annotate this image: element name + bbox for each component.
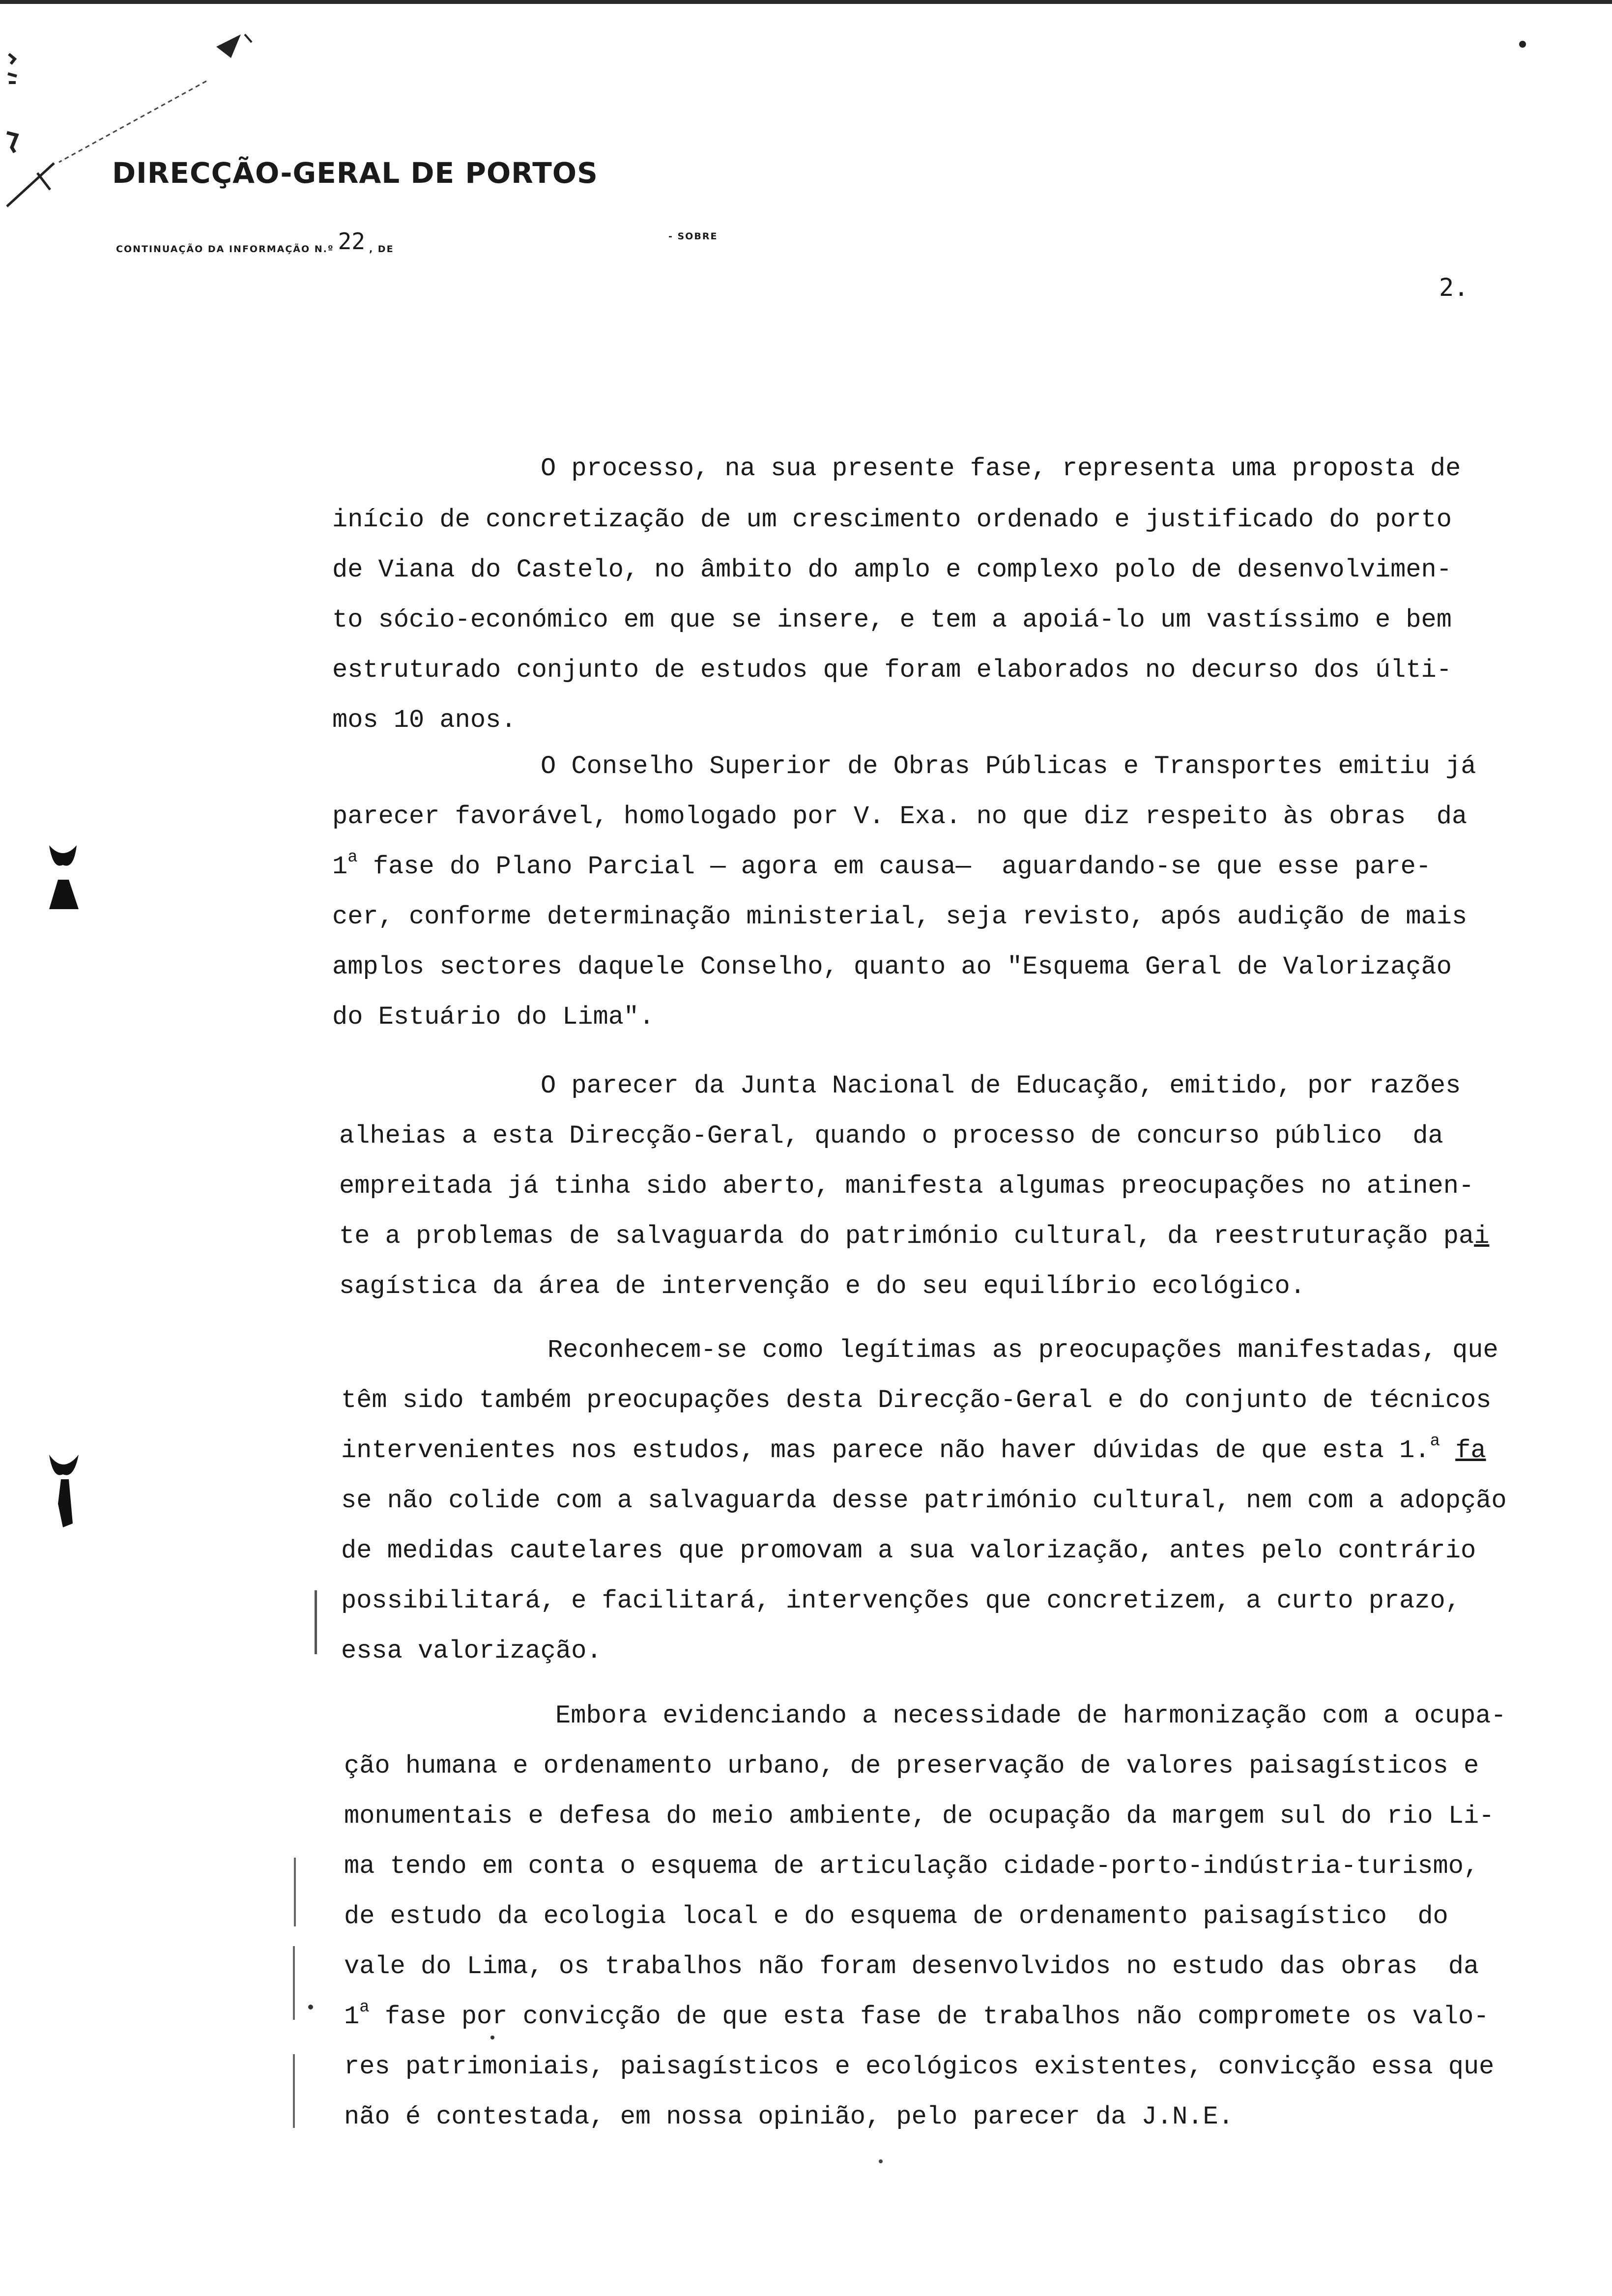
paragraph-5-line-8: res patrimoniais, paisagísticos e ecológicos existentes, convicção essa que	[344, 2052, 1495, 2081]
dashed-guide-line	[59, 81, 206, 162]
paragraph-5-line-9: não é contestada, em nossa opinião, pelo parecer da J.N.E.	[344, 2102, 1234, 2131]
paragraph-2-line-6: do Estuário do Lima".	[332, 1003, 655, 1032]
scan-dot-top-right	[1519, 41, 1526, 48]
ordinal-number: 1	[332, 852, 348, 881]
paragraph-1-line-6: mos 10 anos.	[332, 706, 517, 735]
ordinal-superscript: a	[1430, 1432, 1440, 1451]
paragraph-2-line-4: cer, conforme determinação ministerial, seja revisto, após audição de mais	[332, 902, 1468, 931]
paragraph-4-line-1: Reconhecem-se como legítimas as preocupações manifestadas, que	[547, 1336, 1498, 1365]
pen-tick-mark	[245, 34, 252, 42]
paragraph-1-line-5: estruturado conjunto de estudos que foram elaborados no decurso dos últi-	[332, 656, 1452, 685]
paragraph-2-line-5: amplos sectores daquele Conselho, quanto ao "Esquema Geral de Valorização	[332, 952, 1452, 981]
paragraph-4-line-5: de medidas cautelares que promovam a sua valorização, antes pelo contrário	[341, 1536, 1476, 1565]
binding-hole-mark-upper	[49, 845, 77, 866]
binding-hole-mark-lower-base	[58, 1479, 73, 1527]
paragraph-2-line-3-text: fase do Plano Parcial — agora em causa— aguardando-se que esse pare-	[357, 852, 1431, 881]
paragraph-1-line-1: O processo, na sua presente fase, representa uma proposta de	[541, 454, 1461, 483]
filing-mark-upper	[7, 133, 17, 152]
ordinal-number: 1	[344, 2002, 360, 2031]
paragraph-3-line-2: alheias a esta Direcção-Geral, quando o processo de concurso público da	[339, 1121, 1443, 1150]
paragraph-3-line-5: sagística da área de intervenção e do seu equilíbrio ecológico.	[339, 1272, 1305, 1301]
binding-hole-mark-lower	[49, 1455, 79, 1475]
margin-bar-2	[294, 1858, 296, 1926]
paragraph-2-line-2: parecer favorável, homologado por V. Exa. no que diz respeito às obras da	[332, 802, 1468, 831]
paragraph-2-line-3	[332, 848, 1431, 884]
paragraph-1-line-4: to sócio-económico em que se insere, e tem a apoiá-lo um vastíssimo e bem	[332, 605, 1452, 634]
paragraph-4-line-6: possibilitará, e facilitará, intervenções que concretizem, a curto prazo,	[341, 1586, 1461, 1615]
filing-mark-top	[8, 54, 17, 83]
paragraph-4-line-2: têm sido também preocupações desta Direcção-Geral e do conjunto de técnicos	[341, 1386, 1492, 1415]
paragraph-3-line-4-text: te a problemas de salvaguarda do património cultural, da reestruturação pa	[339, 1222, 1474, 1251]
scan-dot-bottom	[879, 2159, 883, 2163]
paragraph-2-line-1: O Conselho Superior de Obras Públicas e Transportes emitiu já	[541, 752, 1476, 781]
about-label: - SOBRE	[668, 231, 718, 242]
paragraph-1-line-2: início de concretização de um crescimento ordenado e justificado do porto	[332, 505, 1452, 534]
paragraph-4-line-7: essa valorização.	[341, 1636, 602, 1665]
paragraph-4-line-3	[341, 1432, 1486, 1468]
information-number: 22	[338, 228, 365, 255]
ordinal-superscript: a	[347, 848, 358, 867]
paragraph-3-line-1: O parecer da Junta Nacional de Educação, emitido, por razões	[541, 1071, 1461, 1100]
page-number: 2.	[1439, 273, 1469, 302]
paragraph-5-line-7-text: fase por convicção de que esta fase de trabalhos não compromete os valo-	[369, 2002, 1489, 2031]
paragraph-5-line-3: monumentais e defesa do meio ambiente, de ocupação da margem sul do rio Li-	[344, 1802, 1495, 1831]
margin-bar-4	[293, 2054, 295, 2128]
hyphenation-underline: i	[1474, 1222, 1490, 1251]
continuation-label: CONTINUAÇÃO DA INFORMAÇÃO N.º	[116, 244, 334, 255]
scan-dot-left	[490, 2036, 494, 2039]
hyphenation-underline: fa	[1455, 1436, 1486, 1465]
margin-bar-1	[315, 1590, 317, 1654]
ordinal-superscript: a	[359, 1998, 370, 2017]
paragraph-4-line-4: se não colide com a salvaguarda desse património cultural, nem com a adopção	[341, 1486, 1507, 1515]
paragraph-5-line-4: ma tendo em conta o esquema de articulação cidade-porto-indústria-turismo,	[344, 1852, 1479, 1881]
paragraph-5-line-1: Embora evidenciando a necessidade de harmonização com a ocupa-	[555, 1701, 1506, 1730]
letterhead-title: DIRECÇÃO-GERAL DE PORTOS	[112, 156, 598, 190]
pen-stroke-mark	[216, 34, 241, 58]
paragraph-5-line-7	[344, 1998, 1489, 2034]
margin-dot	[308, 2005, 313, 2009]
paragraph-1-line-3: de Viana do Castelo, no âmbito do amplo e complexo polo de desenvolvimen-	[332, 555, 1452, 584]
corner-arrow-mark	[7, 163, 54, 206]
paragraph-3-line-3: empreitada já tinha sido aberto, manifesta algumas preocupações no atinen-	[339, 1172, 1474, 1201]
paragraph-3-line-4	[339, 1222, 1489, 1251]
of-label: , DE	[369, 244, 394, 255]
paragraph-5-line-5: de estudo da ecologia local e do esquema de ordenamento paisagístico do	[344, 1902, 1448, 1931]
margin-bar-3	[293, 1946, 295, 2020]
paragraph-5-line-6: vale do Lima, os trabalhos não foram desenvolvidos no estudo das obras da	[344, 1952, 1479, 1981]
binding-hole-mark-upper-base	[49, 880, 79, 909]
paragraph-5-line-2: ção humana e ordenamento urbano, de preservação de valores paisagísticos e	[344, 1751, 1479, 1780]
continuation-line	[116, 228, 394, 258]
paragraph-4-line-3-text: intervenientes nos estudos, mas parece não haver dúvidas de que esta 1.	[341, 1436, 1430, 1465]
